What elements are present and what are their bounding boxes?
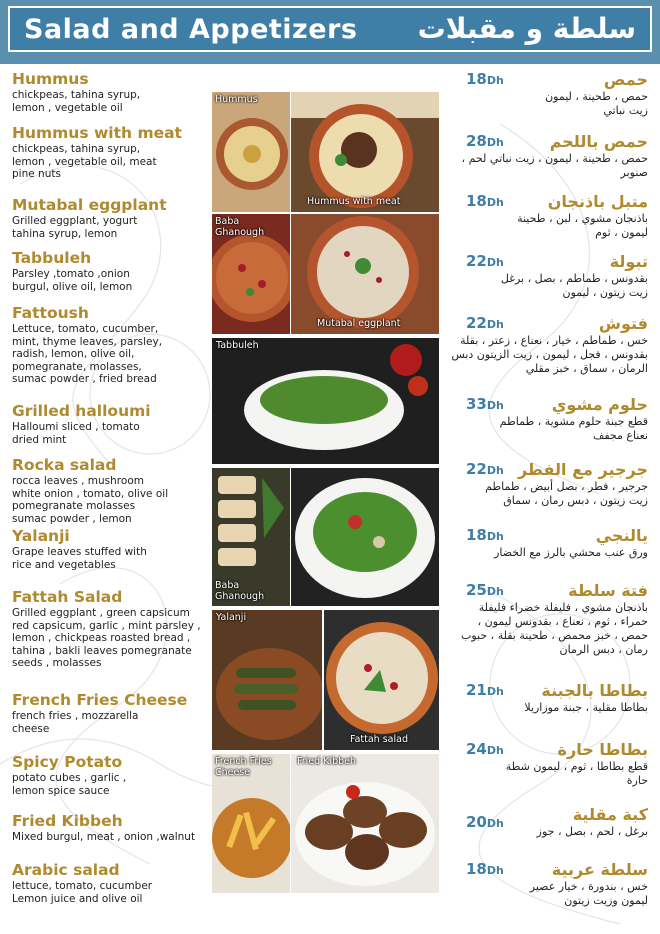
item-name: Fattah Salad: [12, 588, 123, 606]
menu-item-ar: [448, 526, 648, 560]
page-title-arabic: سلطة و مقبلات: [417, 12, 636, 45]
food-photo-french-fries-cheese: [212, 754, 290, 893]
item-description-ar: بطاطا مقلية ، جبنة موزاريلا: [524, 701, 648, 714]
menu-item-ar: [448, 192, 648, 240]
photo-label: Baba Ghanough: [215, 580, 265, 602]
photo-label: Fattah salad: [350, 734, 408, 745]
photo-label: Hummus: [215, 94, 258, 105]
yalanji-plate-icon: [212, 610, 322, 750]
item-name: Mutabal eggplant: [12, 196, 167, 214]
item-name: French Fries Cheese: [12, 691, 188, 709]
menu-item-en: [12, 527, 212, 571]
item-name: Fried Kibbeh: [12, 812, 123, 830]
item-description-ar: برغل ، لحم ، بصل ، جوز: [536, 825, 648, 838]
item-name-ar: جرجير مع الفطر: [517, 460, 648, 479]
item-description: Lettuce, tomato, cucumber, mint, thyme leaves, parsley, radish, lemon, olive oil, pomegranate, molasses, sumac powder , fried bread: [12, 323, 163, 385]
food-photo-hummus-with-meat: [291, 92, 439, 212]
food-photo-rocka-salad: [291, 468, 439, 606]
item-name-ar: حمص: [603, 70, 648, 89]
hummus-bowl-icon: [212, 92, 290, 212]
item-description: Halloumi sliced , tomato dried mint: [12, 421, 140, 446]
menu-item-ar: [448, 805, 648, 839]
food-photo-hummus: [212, 92, 290, 212]
price-value: 18: [466, 526, 487, 544]
menu-item-en: [12, 70, 212, 114]
currency-label: Dh: [486, 817, 504, 830]
item-description: Grape leaves stuffed with rice and vegetables: [12, 546, 147, 571]
currency-label: Dh: [486, 864, 504, 877]
menu-item-en: [12, 402, 212, 446]
currency-label: Dh: [486, 256, 504, 269]
currency-label: Dh: [486, 74, 504, 87]
price-value: 18: [466, 70, 487, 88]
menu-item-ar: [448, 740, 648, 788]
item-description: chickpeas, tahina syrup, lemon , vegetable oil: [12, 89, 141, 114]
price-value: 25: [466, 581, 487, 599]
mutabal-bowl-icon: [291, 214, 439, 334]
menu-item-en: [12, 304, 212, 386]
menu-item-en: [12, 249, 212, 293]
photo-label: French Fries Cheese: [215, 756, 272, 778]
item-description-ar: ورق عنب محشي بالرز مع الخضار: [494, 546, 648, 559]
page-header: [0, 0, 660, 64]
currency-label: Dh: [486, 196, 504, 209]
item-name: Arabic salad: [12, 861, 120, 879]
item-name-ar: سلطة عربية: [551, 860, 648, 879]
rocka-salad-bowl-icon: [291, 468, 439, 606]
item-description: chickpeas, tahina syrup, lemon , vegetable oil, meat pine nuts: [12, 143, 157, 180]
item-name-ar: بطاطا بالجبنة: [541, 681, 648, 700]
menu-item-en: [12, 456, 212, 525]
item-name-ar: فتة سلطة: [568, 581, 648, 600]
item-description: lettuce, tomato, cucumber Lemon juice and olive oil: [12, 880, 153, 905]
currency-label: Dh: [486, 744, 504, 757]
menu-item-en: [12, 753, 212, 797]
price-value: 18: [466, 860, 487, 878]
price-value: 24: [466, 740, 487, 758]
price-value: 22: [466, 314, 487, 332]
header-banner: [8, 6, 652, 52]
item-description: Grilled eggplant , green capsicum red capsicum, garlic , mint parsley , lemon , chickpeas roasted bread , tahina , bakli leaves pomegranate seeds , molasses: [12, 607, 201, 669]
currency-label: Dh: [486, 585, 504, 598]
item-name: Fattoush: [12, 304, 89, 322]
tabbuleh-bowl-icon: [212, 338, 439, 464]
item-name-ar: تبولة: [609, 252, 648, 271]
photo-label: Tabbuleh: [216, 340, 259, 351]
photo-label: Mutabal eggplant: [317, 318, 401, 329]
currency-label: Dh: [486, 530, 504, 543]
kibbeh-plate-icon: [291, 754, 439, 893]
item-description-ar: حمص ، طحينة ، ليمون ، زيت نباتي لحم ، صنوبر: [461, 152, 648, 179]
hummus-meat-bowl-icon: [291, 92, 439, 212]
photo-label: Baba Ghanough: [215, 216, 265, 238]
menu-item-ar: [448, 681, 648, 715]
item-name-ar: كبة مقلية: [572, 805, 648, 824]
price-value: 28: [466, 132, 487, 150]
item-description-ar: باذنجان مشوي ، لبن ، طحينة ليمون ، ثوم: [517, 212, 648, 239]
item-description-ar: بقدونس ، طماطم ، بصل ، برغل زيت زيتون ، ليمون: [500, 272, 648, 299]
food-photo-fried-kibbeh: [291, 754, 439, 893]
currency-label: Dh: [486, 464, 504, 477]
food-photo-fattah-salad: [324, 610, 439, 750]
currency-label: Dh: [486, 685, 504, 698]
item-name-ar: حلوم مشوي: [551, 395, 648, 414]
arabic-menu-column: [440, 64, 660, 934]
item-description-ar: خس ، طماطم ، خيار ، نعناع ، زعتر ، بقلة بقدونس ، فجل ، ليمون ، زيت الزيتون دبس الرمان ، سماق ، خبز مقلي: [451, 334, 648, 375]
menu-item-en: [12, 861, 212, 905]
item-name-ar: فتوش: [598, 314, 648, 333]
menu-item-en: [12, 812, 212, 844]
price-value: 33: [466, 395, 487, 413]
food-photo-baba-ghanough: [212, 214, 290, 334]
item-description: Parsley ,tomato ,onion burgul, olive oil, lemon: [12, 268, 133, 293]
item-name: Yalanji: [12, 527, 70, 545]
currency-label: Dh: [486, 318, 504, 331]
currency-label: Dh: [486, 136, 504, 149]
item-description: potato cubes , garlic , lemon spice sauce: [12, 772, 127, 797]
item-name-ar: متبل باذنجان: [547, 192, 648, 211]
item-description-ar: باذنجان مشوي ، فليفلة خضراء فليفلة حمراء ، ثوم ، نعناع ، بقدونس ليمون ، حمص ، خبز محمص ، طحينة بقلة ، حبوب رمان ، دبس الرمان: [461, 601, 648, 656]
item-name-ar: بطاطا حارة: [557, 740, 648, 759]
item-description-ar: قطع جبنة حلوم مشوية ، طماطم نعناع مجفف: [499, 415, 648, 442]
food-photo-tabbuleh: [212, 338, 439, 464]
menu-item-ar: [448, 581, 648, 657]
menu-item-en: [12, 691, 212, 735]
item-name: Hummus: [12, 70, 89, 88]
currency-label: Dh: [486, 399, 504, 412]
price-value: 22: [466, 460, 487, 478]
fattah-salad-bowl-icon: [324, 610, 439, 750]
price-value: 21: [466, 681, 487, 699]
menu-item-ar: [448, 252, 648, 300]
item-name: Tabbuleh: [12, 249, 92, 267]
food-photo-grilled-halloumi: [212, 468, 290, 606]
menu-item-ar: [448, 314, 648, 376]
menu-item-ar: [448, 70, 648, 118]
item-description: Grilled eggplant, yogurt tahina syrup, lemon: [12, 215, 138, 240]
menu-item-en: [12, 124, 212, 181]
photo-label: Yalanji: [216, 612, 247, 623]
menu-item-ar: [448, 132, 648, 180]
price-value: 18: [466, 192, 487, 210]
item-name-ar: يالنجي: [595, 526, 648, 545]
menu-item-en: [12, 196, 212, 240]
item-description: rocca leaves , mushroom white onion , tomato, olive oil pomegranate molasses sumac powder , lemon: [12, 475, 169, 525]
price-value: 20: [466, 813, 487, 831]
price-value: 22: [466, 252, 487, 270]
menu-item-ar: [448, 460, 648, 508]
photo-label: Fried Kibbeh: [297, 756, 357, 767]
item-name: Grilled halloumi: [12, 402, 151, 420]
menu-item-en: [12, 588, 212, 670]
food-photo-yalanji: [212, 610, 322, 750]
photo-collage: [212, 92, 439, 893]
menu-item-ar: [448, 395, 648, 443]
item-description: french fries , mozzarella cheese: [12, 710, 139, 735]
item-description: Mixed burgul, meat , onion ,walnut: [12, 831, 196, 843]
food-photo-mutabal-eggplant: [291, 214, 439, 334]
item-description-ar: جرجير ، فطر ، بصل أبيض ، طماطم زيت زيتون ، دبس رمان ، سماق: [485, 480, 648, 507]
item-name: Spicy Potato: [12, 753, 123, 771]
page-title-english: Salad and Appetizers: [24, 14, 358, 45]
item-description-ar: خس ، بندورة ، خيار عصير ليمون وزيت زيتون: [529, 880, 648, 907]
english-menu-column: [0, 64, 212, 934]
menu-item-ar: [448, 860, 648, 908]
item-description-ar: قطع بطاطا ، ثوم ، ليمون شطة حارة: [505, 760, 648, 787]
item-name: Hummus with meat: [12, 124, 182, 142]
item-name-ar: حمص باللحم: [549, 132, 648, 151]
item-name: Rocka salad: [12, 456, 117, 474]
photo-label: Hummus with meat: [307, 196, 401, 207]
item-description-ar: حمص ، طحينة ، ليمون زيت نباتي: [545, 90, 648, 117]
